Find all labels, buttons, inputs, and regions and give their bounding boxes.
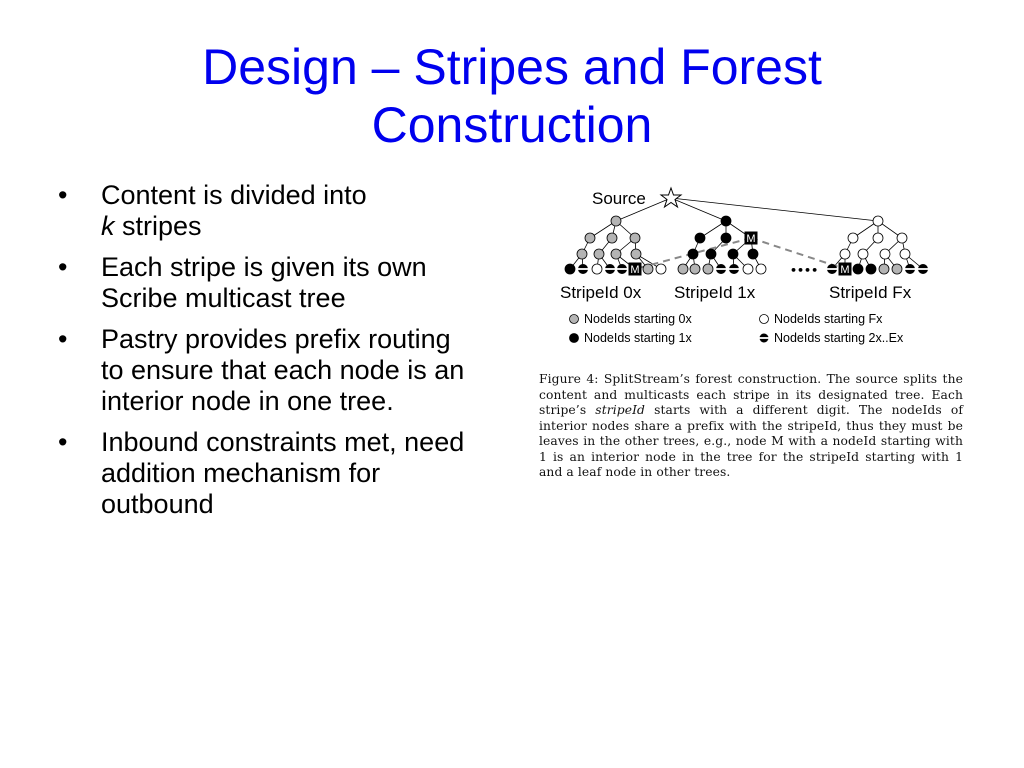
bullet-item (58, 427, 468, 520)
tree-node-white (873, 216, 883, 226)
tree-node-half (729, 264, 740, 274)
slide-title-line-1: Design – Stripes and Forest (202, 39, 822, 95)
caption-text-part-2: starts with a different digit. The nodeIds of interior nodes share a prefix with the stripeId, thus they must be leaves in the other trees, e.g., node M with a nodeId starting with 1 is an interior node in the tree for the stripeId starting with 1 and a leaf node in other trees. (539, 403, 964, 479)
tree-node-half (617, 264, 628, 274)
bullet-item (58, 180, 468, 242)
legend-label-1x: NodeIds starting 1x (584, 331, 692, 345)
tree-node-black (866, 264, 876, 274)
tree-node-white (592, 264, 602, 274)
tree-node-half (905, 264, 916, 274)
bullet-text: Inbound constraints met, need addition mechanism for outbound (101, 427, 465, 519)
tree-node-white (880, 249, 890, 259)
tree-node-half (605, 264, 616, 274)
tree-node-grey (643, 264, 653, 274)
ellipsis-dots: •••• (790, 264, 819, 277)
tree-node-grey (611, 249, 621, 259)
bullet-text: stripes (114, 211, 202, 241)
tree-node-black (853, 264, 863, 274)
tree-node-grey (577, 249, 587, 259)
slide-title (0, 38, 1024, 154)
bullet-text: Pastry provides prefix routing to ensure that each node is an interior node in one tree. (101, 324, 465, 416)
legend-label-fx: NodeIds starting Fx (774, 312, 883, 326)
tree-node-grey (892, 264, 902, 274)
legend (570, 312, 904, 345)
tree-node-white (873, 233, 883, 243)
tree-node-half (716, 264, 727, 274)
tree-node-white (897, 233, 907, 243)
node-m-label: M (840, 264, 850, 276)
tree-node-grey (630, 233, 640, 243)
tree-node-white (756, 264, 766, 274)
legend-label-2x-ex: NodeIds starting 2x..Ex (774, 331, 904, 345)
tree-node-white (743, 264, 753, 274)
figure-caption (539, 372, 963, 481)
tree-node-black (721, 216, 731, 226)
tree-node-grey (594, 249, 604, 259)
legend-half-node-icon (759, 334, 769, 343)
bullet-item (58, 324, 468, 417)
stripe-label-fx: StripeId Fx (829, 283, 912, 302)
bullet-list (58, 180, 468, 530)
source-star-icon (661, 188, 681, 207)
legend-white-node-icon (760, 315, 769, 324)
tree-node-white (900, 249, 910, 259)
tree-node-white (848, 233, 858, 243)
tree-node-grey (611, 216, 621, 226)
tree-node-grey (879, 264, 889, 274)
node-m-label: M (630, 264, 640, 276)
node-m-label: M (746, 233, 756, 245)
bullet-italic-k: k (101, 211, 115, 241)
node-m (629, 263, 642, 277)
tree-node-black (728, 249, 738, 259)
tree-node-white (858, 249, 868, 259)
tree-nodes (565, 216, 929, 276)
bullet-dot: • (58, 324, 68, 354)
stripe-label-1x: StripeId 1x (674, 283, 756, 302)
tree-node-black (706, 249, 716, 259)
tree-node-grey (607, 233, 617, 243)
tree-node-grey (631, 249, 641, 259)
tree-node-white (656, 264, 666, 274)
tree-node-grey (678, 264, 688, 274)
bullet-lead-text: Content is divided into (101, 180, 367, 210)
tree-node-black (565, 264, 575, 274)
tree-node-half (578, 264, 589, 274)
tree-node-grey (585, 233, 595, 243)
legend-grey-node-icon (570, 315, 579, 324)
caption-text-part-1: Figure 4: SplitStream’s forest construction. The source splits the content and multicasts each stripe in its designated tree. Each stripe’s (539, 372, 963, 417)
bullet-dot: • (58, 180, 68, 210)
tree-node-grey (690, 264, 700, 274)
node-m (839, 263, 852, 277)
stripe-label-0x: StripeId 0x (560, 283, 642, 302)
caption-italic-stripeid: stripeId (595, 403, 646, 417)
tree-node-black (695, 233, 705, 243)
bullet-dot: • (58, 252, 68, 282)
tree-node-black (721, 233, 731, 243)
forest-diagram (540, 182, 970, 352)
bullet-text: Each stripe is given its own Scribe multicast tree (101, 252, 427, 313)
slide-title-line-2: Construction (371, 97, 653, 153)
tree-node-black (688, 249, 698, 259)
legend-label-0x: NodeIds starting 0x (584, 312, 692, 326)
bullet-dot: • (58, 427, 68, 457)
source-label: Source (592, 189, 646, 208)
node-m (745, 232, 758, 246)
bullet-item (58, 252, 468, 314)
source-to-root-edge (671, 198, 878, 221)
tree-node-grey (703, 264, 713, 274)
tree-node-white (840, 249, 850, 259)
legend-black-node-icon (570, 334, 579, 343)
tree-node-black (748, 249, 758, 259)
